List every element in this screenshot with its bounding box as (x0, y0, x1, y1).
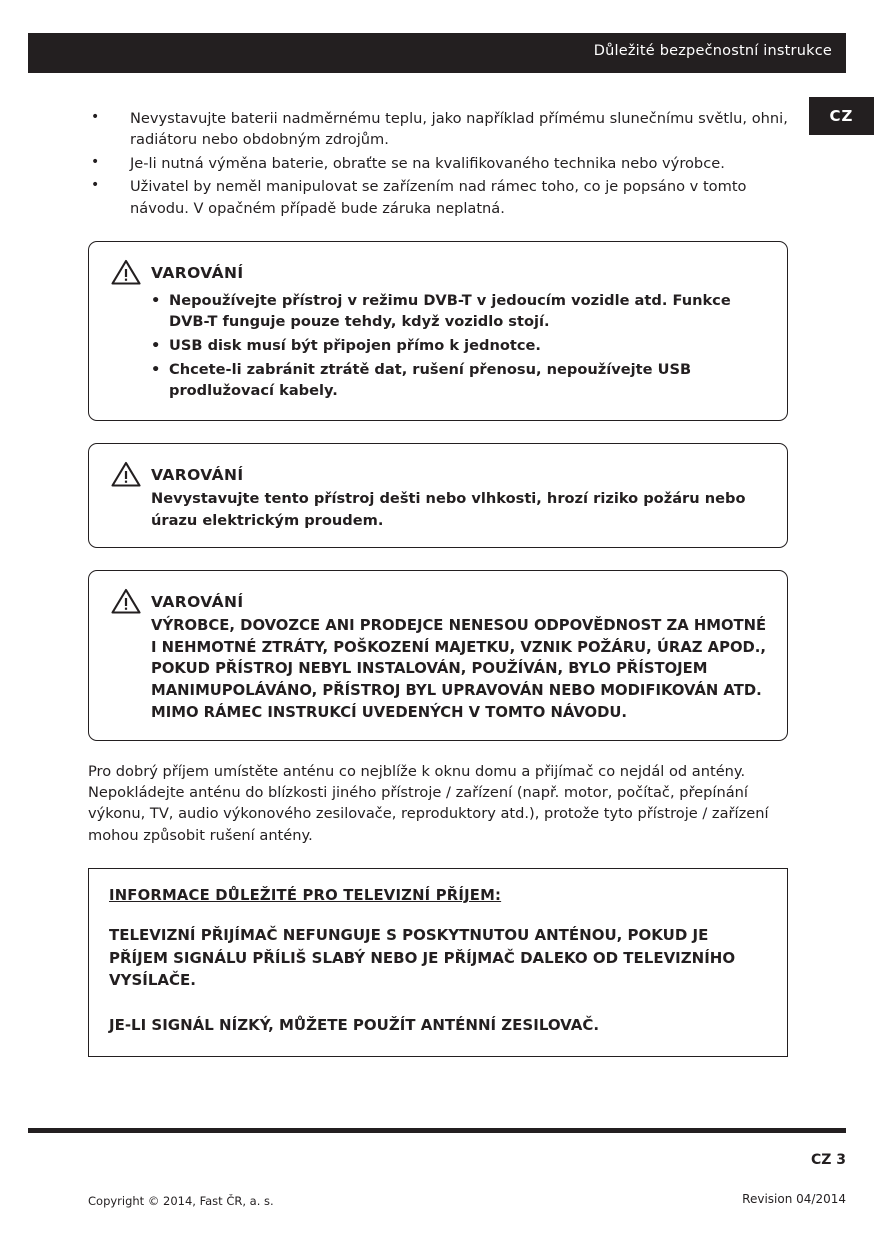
warning-box-1 (88, 241, 788, 421)
warning-title: VAROVÁNÍ (151, 264, 244, 283)
info-box-paragraph-1: TELEVIZNÍ PŘIJÍMAČ NEFUNGUJE S POSKYTNUTOU ANTÉNOU, POKUD JE PŘÍJEM SIGNÁLU PŘÍLIŠ SLABÝ NEBO JE PŘÍJMAČ DALEKO OD TELEVIZNÍHO VYSÍLAČE. (109, 926, 736, 990)
warning-header (111, 460, 767, 487)
warning-bullet-list (111, 291, 767, 401)
intro-bullet-list (88, 108, 788, 219)
page-header-bar (28, 33, 846, 73)
list-item: • Chcete-li zabránit ztrátě dat, rušení přenosu, nepoužívejte USB prodlužovací kabely. (151, 360, 767, 402)
footer-page-number: CZ 3 (810, 1152, 846, 1168)
page-header-title: Důležité bezpečnostní instrukce (593, 43, 832, 59)
warning-title: VAROVÁNÍ (151, 466, 244, 485)
info-box-heading: INFORMACE DŮLEŽITÉ PRO TELEVIZNÍ PŘÍJEM: (109, 887, 502, 905)
page-content (88, 108, 788, 1057)
warning-header (111, 587, 767, 614)
warning-box-3 (88, 570, 788, 741)
warning-text: Nevystavujte tento přístroj dešti nebo vlhkosti, hrozí riziko požáru nebo úrazu elektrickým proudem. (151, 490, 746, 529)
warning-text: VÝROBCE, DOVOZCE ANI PRODEJCE NENESOU ODPOVĚDNOST ZA HMOTNÉ I NEHMOTNÉ ZTRÁTY, POŠKOZENÍ MAJETKU, VZNIK POŽÁRU, ÚRAZ APOD., POKUD PŘÍSTROJ NEBYL INSTALOVÁN, POUŽÍVÁN, BYLO PŘÍSTOJEM MANIMUPOLÁVÁNO, PŘÍSTROJ BYL UPRAVOVÁN NEBO MODIFIKOVÁN ATD. MIMO RÁMEC INSTRUKCÍ UVEDENÝCH V TOMTO NÁVODU. (151, 616, 767, 721)
list-item: • Uživatel by neměl manipulovat se zařízením nad rámec toho, co je popsáno v tomto návodu. V opačném případě bude záruka neplatná. (88, 176, 788, 219)
info-box-paragraph-2: JE-LI SIGNÁL NÍZKÝ, MŮŽETE POUŽÍT ANTÉNNÍ ZESILOVAČ. (109, 1015, 600, 1034)
list-item: • Nevystavujte baterii nadměrnému teplu, jako například přímému slunečnímu světlu, ohni, radiátoru nebo obdobným zdrojům. (88, 108, 788, 151)
language-tab-cz: CZ (809, 97, 874, 135)
list-item: • Je-li nutná výměna baterie, obraťte se na kvalifikovaného technika nebo výrobce. (88, 153, 788, 174)
paragraph: Pro dobrý příjem umístěte anténu co nejblíže k oknu domu a přijímač co nejdál od antény. (88, 762, 746, 780)
footer-revision: Revision 04/2014 (742, 1192, 846, 1206)
warning-header (111, 258, 767, 285)
paragraph: Nepokládejte anténu do blízkosti jiného přístroje / zařízení (např. motor, počítač, přepínání výkonu, TV, audio výkonového zesilovače, reproduktory atd.), protože tyto přístroje / zařízení mohou způsobit rušení antény. (88, 783, 769, 844)
list-item: • Nepoužívejte přístroj v režimu DVB-T v jedoucím vozidle atd. Funkce DVB-T funguje pouze tehdy, když vozidlo stojí. (151, 291, 767, 333)
list-item: • USB disk musí být připojen přímo k jednotce. (151, 336, 767, 357)
warning-title: VAROVÁNÍ (151, 592, 244, 611)
footer-divider (28, 1128, 846, 1133)
warning-triangle-icon (111, 259, 141, 285)
antenna-advice-paragraphs (88, 761, 788, 847)
warning-triangle-icon (111, 461, 141, 487)
warning-triangle-icon (111, 588, 141, 614)
footer-copyright: Copyright © 2014, Fast ČR, a. s. (88, 1194, 274, 1208)
tv-reception-info-box (88, 868, 788, 1057)
warning-box-2 (88, 443, 788, 547)
